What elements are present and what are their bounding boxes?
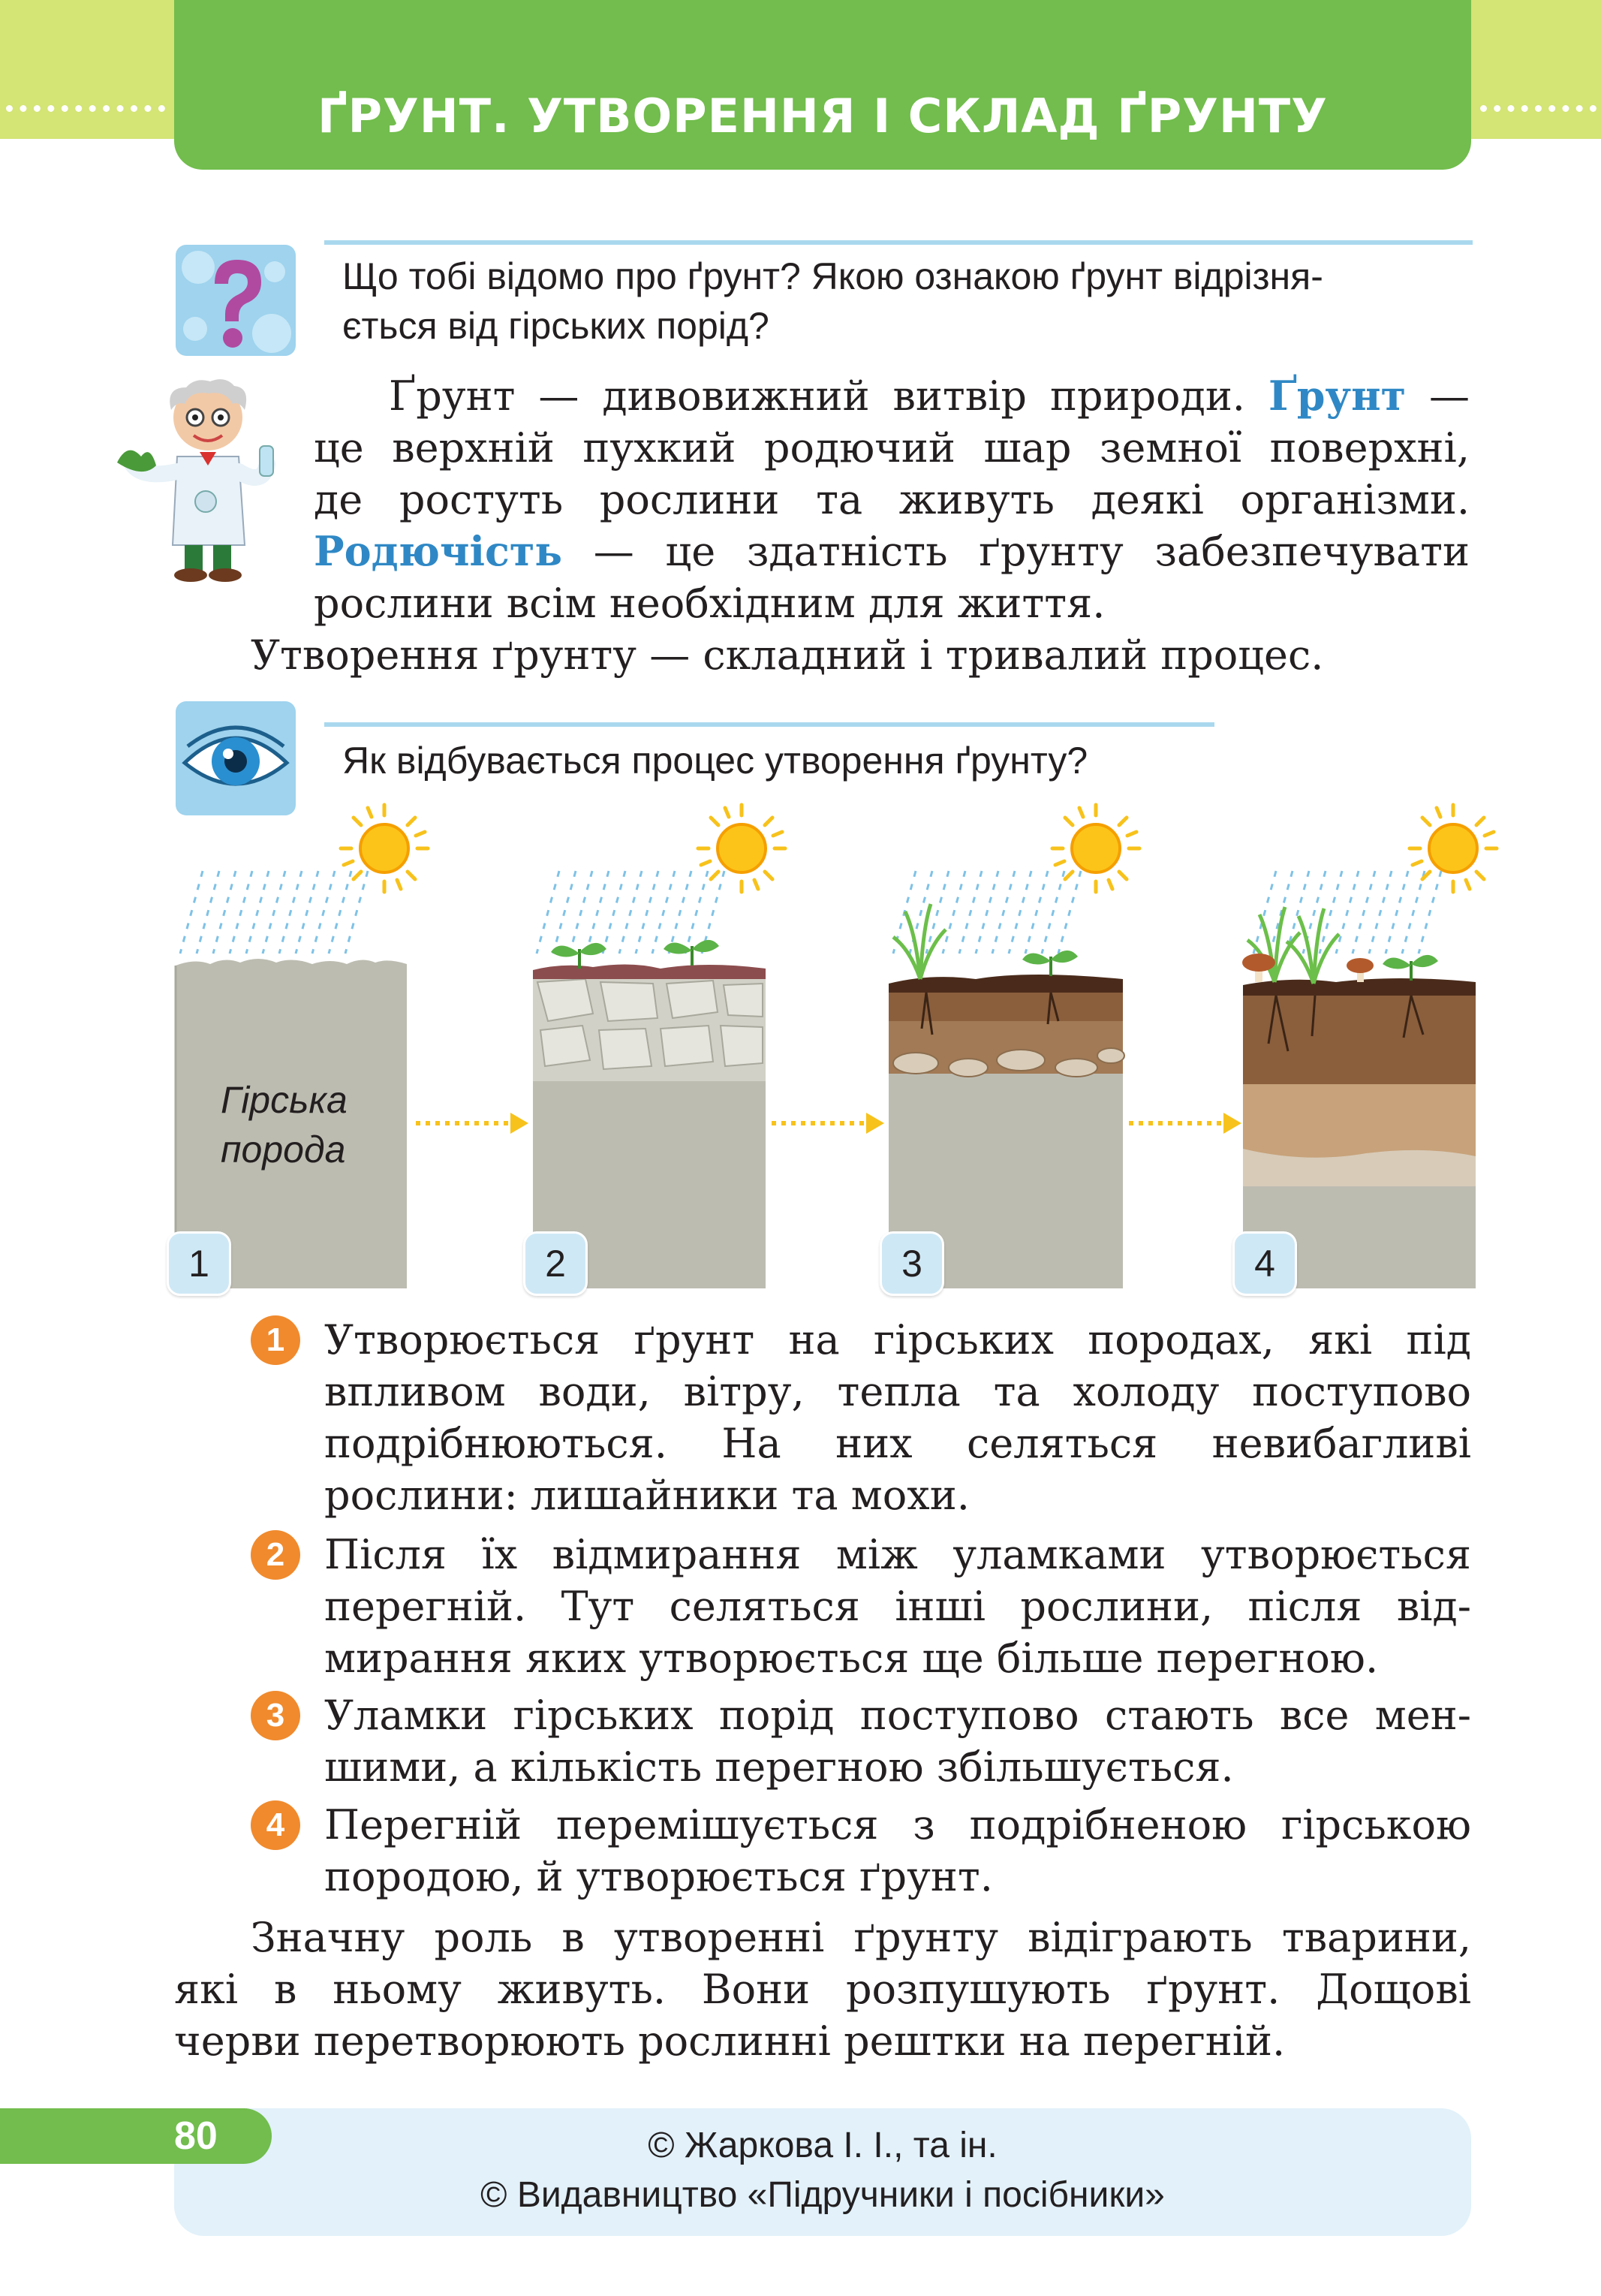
step-3-text bbox=[324, 1689, 1471, 1793]
step-line: Перегній перемішується з подрібненою гірською bbox=[324, 1801, 1471, 1849]
step-number-1: 1 bbox=[251, 1315, 300, 1365]
intro-line-2: це верхній пухкий родючий шар земної поверхні, bbox=[314, 424, 1470, 472]
step-line: шими, а кількість перегною збільшується. bbox=[324, 1743, 1234, 1791]
step-2-text bbox=[324, 1529, 1471, 1684]
keyword-rodiuchist: Родючість bbox=[314, 527, 563, 575]
step-1-text bbox=[324, 1314, 1471, 1521]
copyright-authors: © Жаркова І. І., та ін. bbox=[648, 2126, 998, 2165]
keyword-grunt: Ґрунт bbox=[1268, 372, 1407, 420]
page-number: 80 bbox=[174, 2114, 218, 2158]
closing-line: Значну роль в утворенні ґрунту відіграють тварини, bbox=[251, 1914, 1471, 1961]
step-line: породою, й утворюється ґрунт. bbox=[324, 1853, 993, 1900]
rock-label-line: порода bbox=[221, 1128, 346, 1171]
observe-text: Як відбувається процес утворення ґрунту? bbox=[342, 740, 1088, 782]
intro-line-5: рослини всім необхідним для життя. bbox=[314, 580, 1106, 627]
page-title: ҐРУНТ. УТВОРЕННЯ І СКЛАД ҐРУНТУ bbox=[317, 89, 1328, 143]
header-tab bbox=[174, 0, 1471, 170]
step-line: Утворюється ґрунт на гірських породах, які під bbox=[324, 1316, 1471, 1363]
closing-line: черви перетворюють рослинні рештки на перегній. bbox=[174, 2017, 1286, 2065]
step-number-4: 4 bbox=[251, 1800, 300, 1850]
stage-badge-3: 3 bbox=[880, 1231, 944, 1296]
rock-label-line: Гірська bbox=[221, 1079, 348, 1121]
stage-badge-4: 4 bbox=[1232, 1231, 1297, 1296]
intro-definition: — це здатність ґрунту забезпечувати bbox=[593, 528, 1470, 575]
stage-badge-2: 2 bbox=[523, 1231, 588, 1296]
intro-paragraph bbox=[314, 370, 1470, 629]
intro-dash: — bbox=[1429, 372, 1470, 420]
question-mark-icon bbox=[176, 245, 296, 356]
step-line: Уламки гірських порід поступово стають все мен- bbox=[324, 1692, 1471, 1739]
observe-rule bbox=[324, 722, 1214, 727]
rock-label bbox=[221, 1075, 348, 1174]
copyright-publisher: © Видавництво «Підручники і посібники» bbox=[480, 2175, 1165, 2215]
soil-formation-diagram bbox=[165, 796, 1501, 1306]
scientist-illustration bbox=[113, 374, 300, 584]
step-line: рослини: лишайники та мохи. bbox=[324, 1472, 970, 1519]
header-band-right bbox=[1464, 0, 1601, 139]
stage-badge-1: 1 bbox=[167, 1231, 231, 1296]
step-line: Після їх відмирання між уламками утворюється bbox=[324, 1531, 1471, 1578]
intro-line-1 bbox=[314, 370, 1470, 422]
question-rule bbox=[324, 240, 1473, 245]
intro-line-4 bbox=[314, 526, 1470, 577]
question-line: ється від гірських порід? bbox=[342, 305, 769, 347]
step-line: подрібнюються. На них селяться невибагливі bbox=[324, 1420, 1471, 1467]
header-dots-left bbox=[6, 105, 165, 112]
step-4-text bbox=[324, 1799, 1471, 1903]
step-number-2: 2 bbox=[251, 1530, 300, 1580]
step-number-3: 3 bbox=[251, 1691, 300, 1740]
header-dots-right bbox=[1480, 105, 1596, 112]
question-line: Що тобі відомо про ґрунт? Якою ознакою ґрунт відрізня- bbox=[342, 255, 1323, 297]
intro-conclusion: Утворення ґрунту — складний і тривалий процес. bbox=[251, 631, 1324, 679]
step-line: мирання яких утворюється ще більше перегною. bbox=[324, 1635, 1379, 1682]
intro-line-3: де ростуть рослини та живуть деякі організми. bbox=[314, 476, 1470, 523]
step-line: перегній. Тут селяться інші рослини, після від- bbox=[324, 1583, 1471, 1630]
intro-sentence: Ґрунт — дивовижний витвір природи. bbox=[389, 372, 1245, 420]
header-band-left bbox=[0, 0, 180, 139]
closing-paragraph bbox=[174, 1912, 1471, 2067]
question-text bbox=[342, 252, 1468, 351]
closing-line: які в ньому живуть. Вони розпушують ґрунт. Дощові bbox=[174, 1966, 1471, 2013]
step-line: впливом води, вітру, тепла та холоду поступово bbox=[324, 1368, 1471, 1415]
